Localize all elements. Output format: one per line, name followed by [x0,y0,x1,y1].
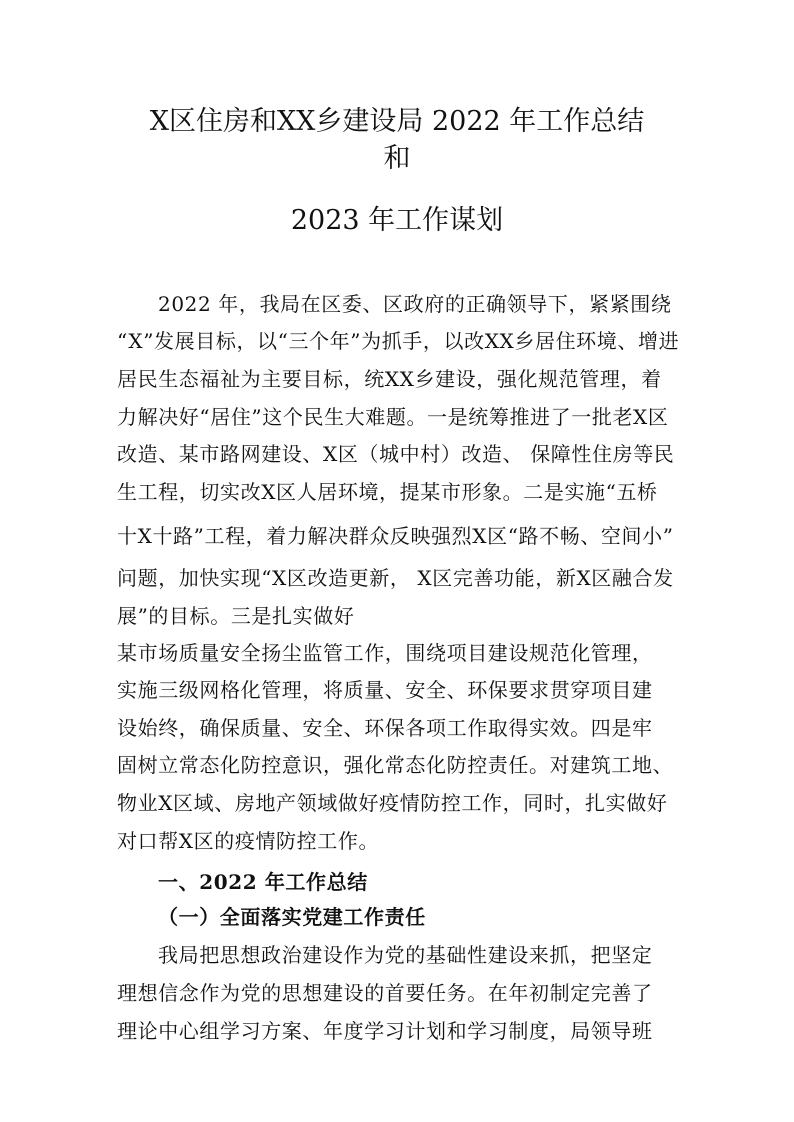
body-line: 理论中心组学习方案、年度学习计划和学习制度，局领导班 [117,1019,653,1043]
intro-line: 十X十路”工程，着力解决群众反映强烈X区“路不畅、空间小” [117,524,674,548]
intro-line: 实施三级网格化管理，将质量、安全、环保要求贯穿项目建 [117,678,653,702]
intro-line: 问题，加快实现“X区改造更新， X区完善功能，新X区融合发 [117,566,674,590]
intro-line: 生工程，切实改X区人居环境，提某市形象。二是实施“五桥 [117,480,658,504]
intro-line: 对口帮X区的疫情防控工作。 [117,829,380,853]
intro-line: 设始终，确保质量、安全、环保各项工作取得实效。四是牢 [117,716,653,740]
intro-line: 固树立常态化防控意识，强化常态化防控责任。对建筑工地、 [117,753,674,777]
document-title-line-3: 2023 年工作谋划 [290,205,504,236]
intro-line: “X”发展目标，以“三个年”为抓手，以改XX乡居住环境、增进 [117,329,680,353]
intro-line: 2022 年，我局在区委、区政府的正确领导下，紧紧围绕 [158,292,672,316]
intro-line: 改造、某市路网建设、X区（城中村）改造、 保障性住房等民 [117,442,675,466]
body-line: 我局把思想政治建设作为党的基础性建设来抓，把坚定 [158,943,653,967]
intro-line: 某市场质量安全扬尘监管工作，围绕项目建设规范化管理， [117,641,653,665]
intro-line: 物业X区域、房地产领域做好疫情防控工作，同时，扎实做好 [117,791,668,815]
intro-line: 展”的目标。三是扎实做好 [117,604,355,628]
body-line: 理想信念作为党的思想建设的首要任务。在年初制定完善了 [117,981,653,1005]
intro-line: 居民生态福祉为主要目标，统XX乡建设，强化规范管理，着 [117,367,662,391]
section-heading-2: （一）全面落实党建工作责任 [158,905,426,929]
document-title-line-1: X区住房和XX乡建设局 2022 年工作总结 [149,106,645,137]
document-title-line-2: 和 [383,143,411,174]
intro-line: 力解决好“居住”这个民生大难题。一是统筹推进了一批老X区 [117,405,669,429]
section-heading-1: 一、2022 年工作总结 [158,870,368,894]
